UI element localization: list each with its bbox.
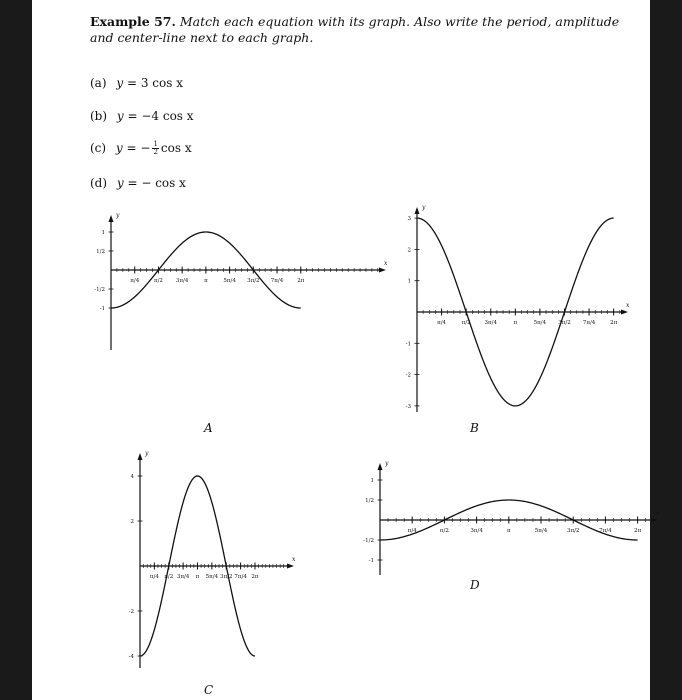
- y-axis-label: y: [385, 460, 389, 467]
- x-tick-label: 2π: [297, 278, 305, 284]
- x-tick-label: 5π/4: [223, 278, 236, 284]
- equation-d: (d) y = − cos x: [90, 176, 186, 190]
- x-tick-label: 3π/4: [470, 528, 483, 534]
- x-axis-label: x: [384, 260, 388, 267]
- equation-lhs: y: [116, 109, 124, 123]
- equation-rhs: 3 cos x: [140, 76, 183, 90]
- x-tick-label: 5π/4: [534, 528, 548, 534]
- x-tick-label: π/4: [437, 320, 447, 326]
- x-tick-label: π/4: [407, 528, 417, 534]
- graph-a-label: A: [204, 421, 213, 435]
- equation-rhs-trig: cos x: [160, 141, 192, 155]
- x-axis-label: x: [292, 556, 296, 563]
- y-tick-label: -2: [128, 609, 134, 615]
- y-tick-label: 1: [101, 230, 105, 236]
- y-tick-label: -4: [128, 654, 134, 660]
- x-tick-label: 3π/2: [247, 278, 260, 284]
- x-axis-label: x: [626, 302, 630, 309]
- x-tick-label: 2π: [610, 320, 618, 326]
- x-tick-label: π/2: [461, 320, 471, 326]
- x-tick-label: 3π/4: [484, 320, 497, 326]
- x-tick-label: 7π/4: [234, 574, 247, 580]
- x-tick-label: 3π/2: [558, 320, 571, 326]
- x-tick-label: π/4: [130, 278, 140, 284]
- y-axis-arrow-icon: [378, 463, 383, 470]
- x-tick-label: 7π/4: [599, 528, 612, 534]
- x-tick-label: π: [506, 528, 511, 534]
- x-tick-label: 2π: [634, 528, 642, 534]
- graph-d-label: D: [470, 578, 480, 592]
- y-axis-label: y: [116, 212, 120, 219]
- y-tick-label: 2: [130, 519, 134, 525]
- y-tick-label: -1/2: [94, 287, 105, 293]
- x-tick-label: 5π/4: [205, 574, 219, 580]
- y-tick-label: 3: [407, 216, 411, 223]
- equation-rhs: −4 cos x: [141, 109, 194, 123]
- equation-label: (a): [90, 76, 107, 90]
- y-tick-label: -1: [99, 306, 105, 312]
- graph-c-label: C: [204, 683, 214, 697]
- y-tick-label: 4: [130, 474, 134, 480]
- graph-b-label: B: [470, 421, 479, 435]
- x-tick-label: 2π: [251, 574, 259, 580]
- x-axis-arrow-icon: [651, 518, 658, 523]
- x-tick-label: π/4: [149, 574, 159, 580]
- y-tick-label: -3: [405, 403, 411, 410]
- y-tick-label: -1: [368, 558, 374, 564]
- x-tick-label: 3π/2: [220, 574, 233, 580]
- y-tick-label: -2: [405, 372, 411, 379]
- equation-label: (c): [90, 141, 107, 155]
- x-tick-label: 3π/4: [176, 574, 190, 580]
- equation-a: (a) y = 3 cos x: [90, 76, 183, 90]
- y-tick-label: -1/2: [363, 538, 374, 544]
- x-axis-label: x: [656, 510, 660, 517]
- equation-label: (d): [90, 176, 108, 190]
- equation-lhs: y: [115, 141, 123, 155]
- x-tick-label: π/2: [439, 528, 449, 534]
- x-tick-label: π: [204, 278, 208, 284]
- x-tick-label: π: [513, 320, 518, 326]
- fraction-numerator: 1: [153, 140, 158, 148]
- x-tick-label: π/2: [164, 574, 174, 580]
- x-tick-label: 7π/4: [270, 278, 284, 284]
- y-tick-label: 1/2: [96, 249, 105, 255]
- y-tick-label: 1: [370, 478, 374, 484]
- worksheet-page: [32, 0, 660, 700]
- equation-rhs: − cos x: [141, 176, 186, 190]
- y-tick-label: 1: [407, 278, 411, 285]
- x-tick-label: 3π/4: [175, 278, 189, 284]
- x-tick-label: π/2: [153, 278, 163, 284]
- equation-c: (c) y = − $\frac{1}{2}$ cos x: [90, 140, 192, 156]
- x-tick-label: 5π/4: [533, 320, 547, 326]
- equation-b: (b) y = −4 cos x: [90, 109, 194, 123]
- graph-d-group: [363, 460, 660, 575]
- equation-rhs-sign: −: [140, 141, 151, 155]
- example-prompt: Match each equation with its graph. Also write the period, amplitude and center-line next to each graph.: [90, 14, 620, 45]
- equation-label: (b): [90, 109, 108, 123]
- x-tick-label: 7π/4: [582, 320, 596, 326]
- graph-d: [32, 0, 660, 700]
- x-tick-label: π: [195, 574, 200, 580]
- example-number: Example 57.: [90, 14, 176, 29]
- equation-lhs: y: [116, 76, 124, 90]
- y-axis-label: y: [422, 204, 426, 211]
- y-axis-label: y: [145, 450, 149, 457]
- y-tick-label: 1/2: [365, 498, 374, 504]
- fraction-denominator: 2: [153, 148, 158, 156]
- y-tick-label: 2: [407, 247, 411, 254]
- equation-lhs: y: [116, 176, 124, 190]
- y-tick-label: -1: [405, 341, 411, 348]
- x-tick-label: 3π/2: [566, 528, 580, 534]
